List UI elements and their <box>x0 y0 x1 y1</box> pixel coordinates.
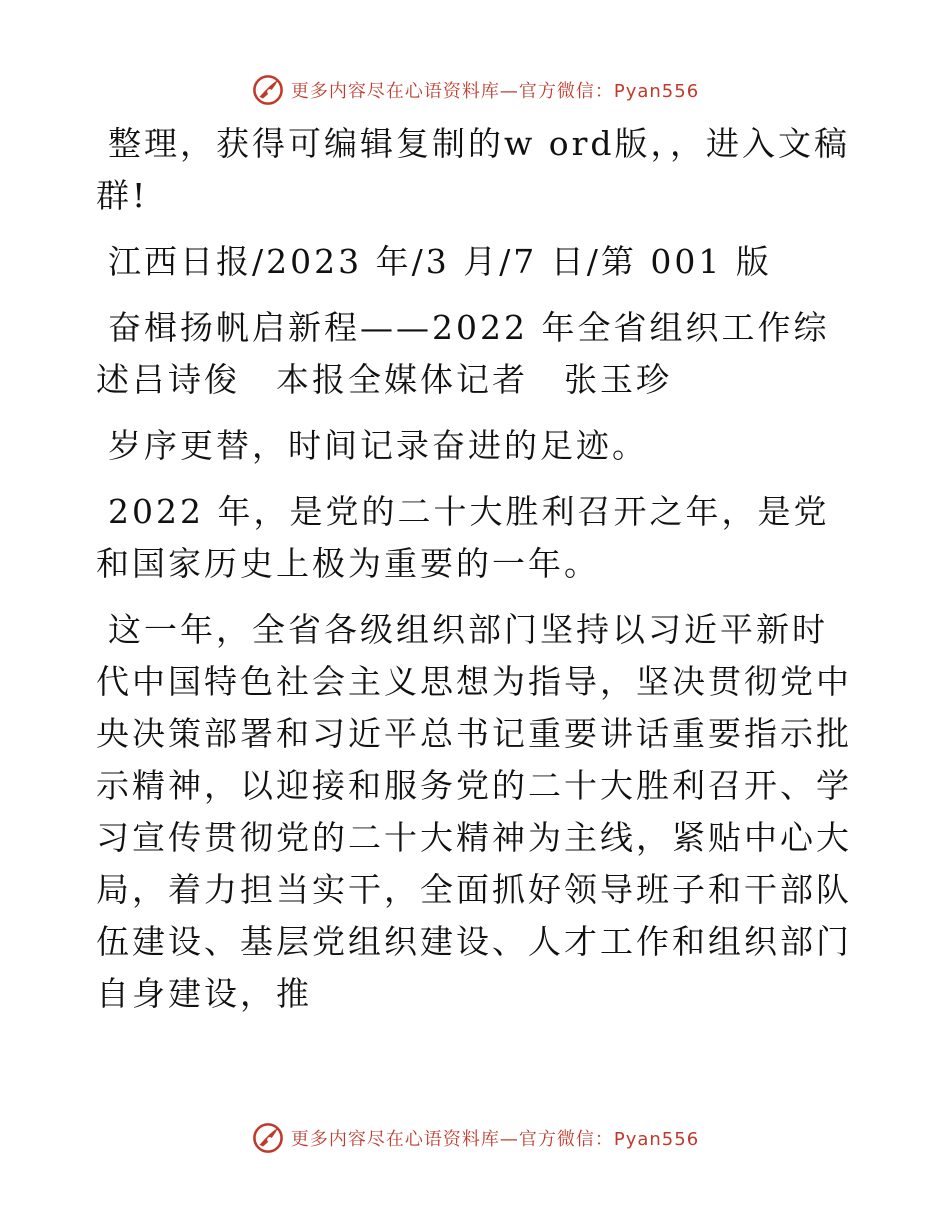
banner-text: 更多内容尽在心语资料库—官方微信：Pyan556 <box>290 81 700 102</box>
paragraph-year: 2022 年，是党的二十大胜利召开之年，是党和国家历史上极为重要的一年。 <box>96 492 830 583</box>
paragraph-body: 这一年，全省各级组织部门坚持以习近平新时代中国特色社会主义思想为指导，坚决贯彻党中央决策部署和习近平总书记重要讲话重要指示批示精神，以迎接和服务党的二十大胜利召开、学习宣传贯彻党的二十大精神为主线，紧贴中心大局，着力担当实干，全面抓好领导班子和干部队伍建设、基层党组织建设、人才工作和组织部门自身建设，推 <box>96 610 852 1013</box>
quill-logo-icon <box>251 1121 285 1155</box>
paragraph-headline: 奋楫扬帆启新程——2022 年全省组织工作综述吕诗俊 本报全媒体记者 张玉珍 <box>96 308 830 399</box>
banner-text: 更多内容尽在心语资料库—官方微信：Pyan556 <box>290 1129 700 1150</box>
header-watermark-banner <box>0 70 950 110</box>
paragraph-intro: 岁序更替，时间记录奋进的足迹。 <box>108 426 648 465</box>
paragraph-note: 整理，获得可编辑复制的w ord版，，进入文稿群! <box>96 124 851 215</box>
paragraph-source: 江西日报/2023 年/3 月/7 日/第 001 版 <box>108 242 772 281</box>
quill-logo-icon <box>251 73 285 107</box>
document-body <box>96 118 856 1034</box>
footer-watermark-banner <box>0 1118 950 1158</box>
